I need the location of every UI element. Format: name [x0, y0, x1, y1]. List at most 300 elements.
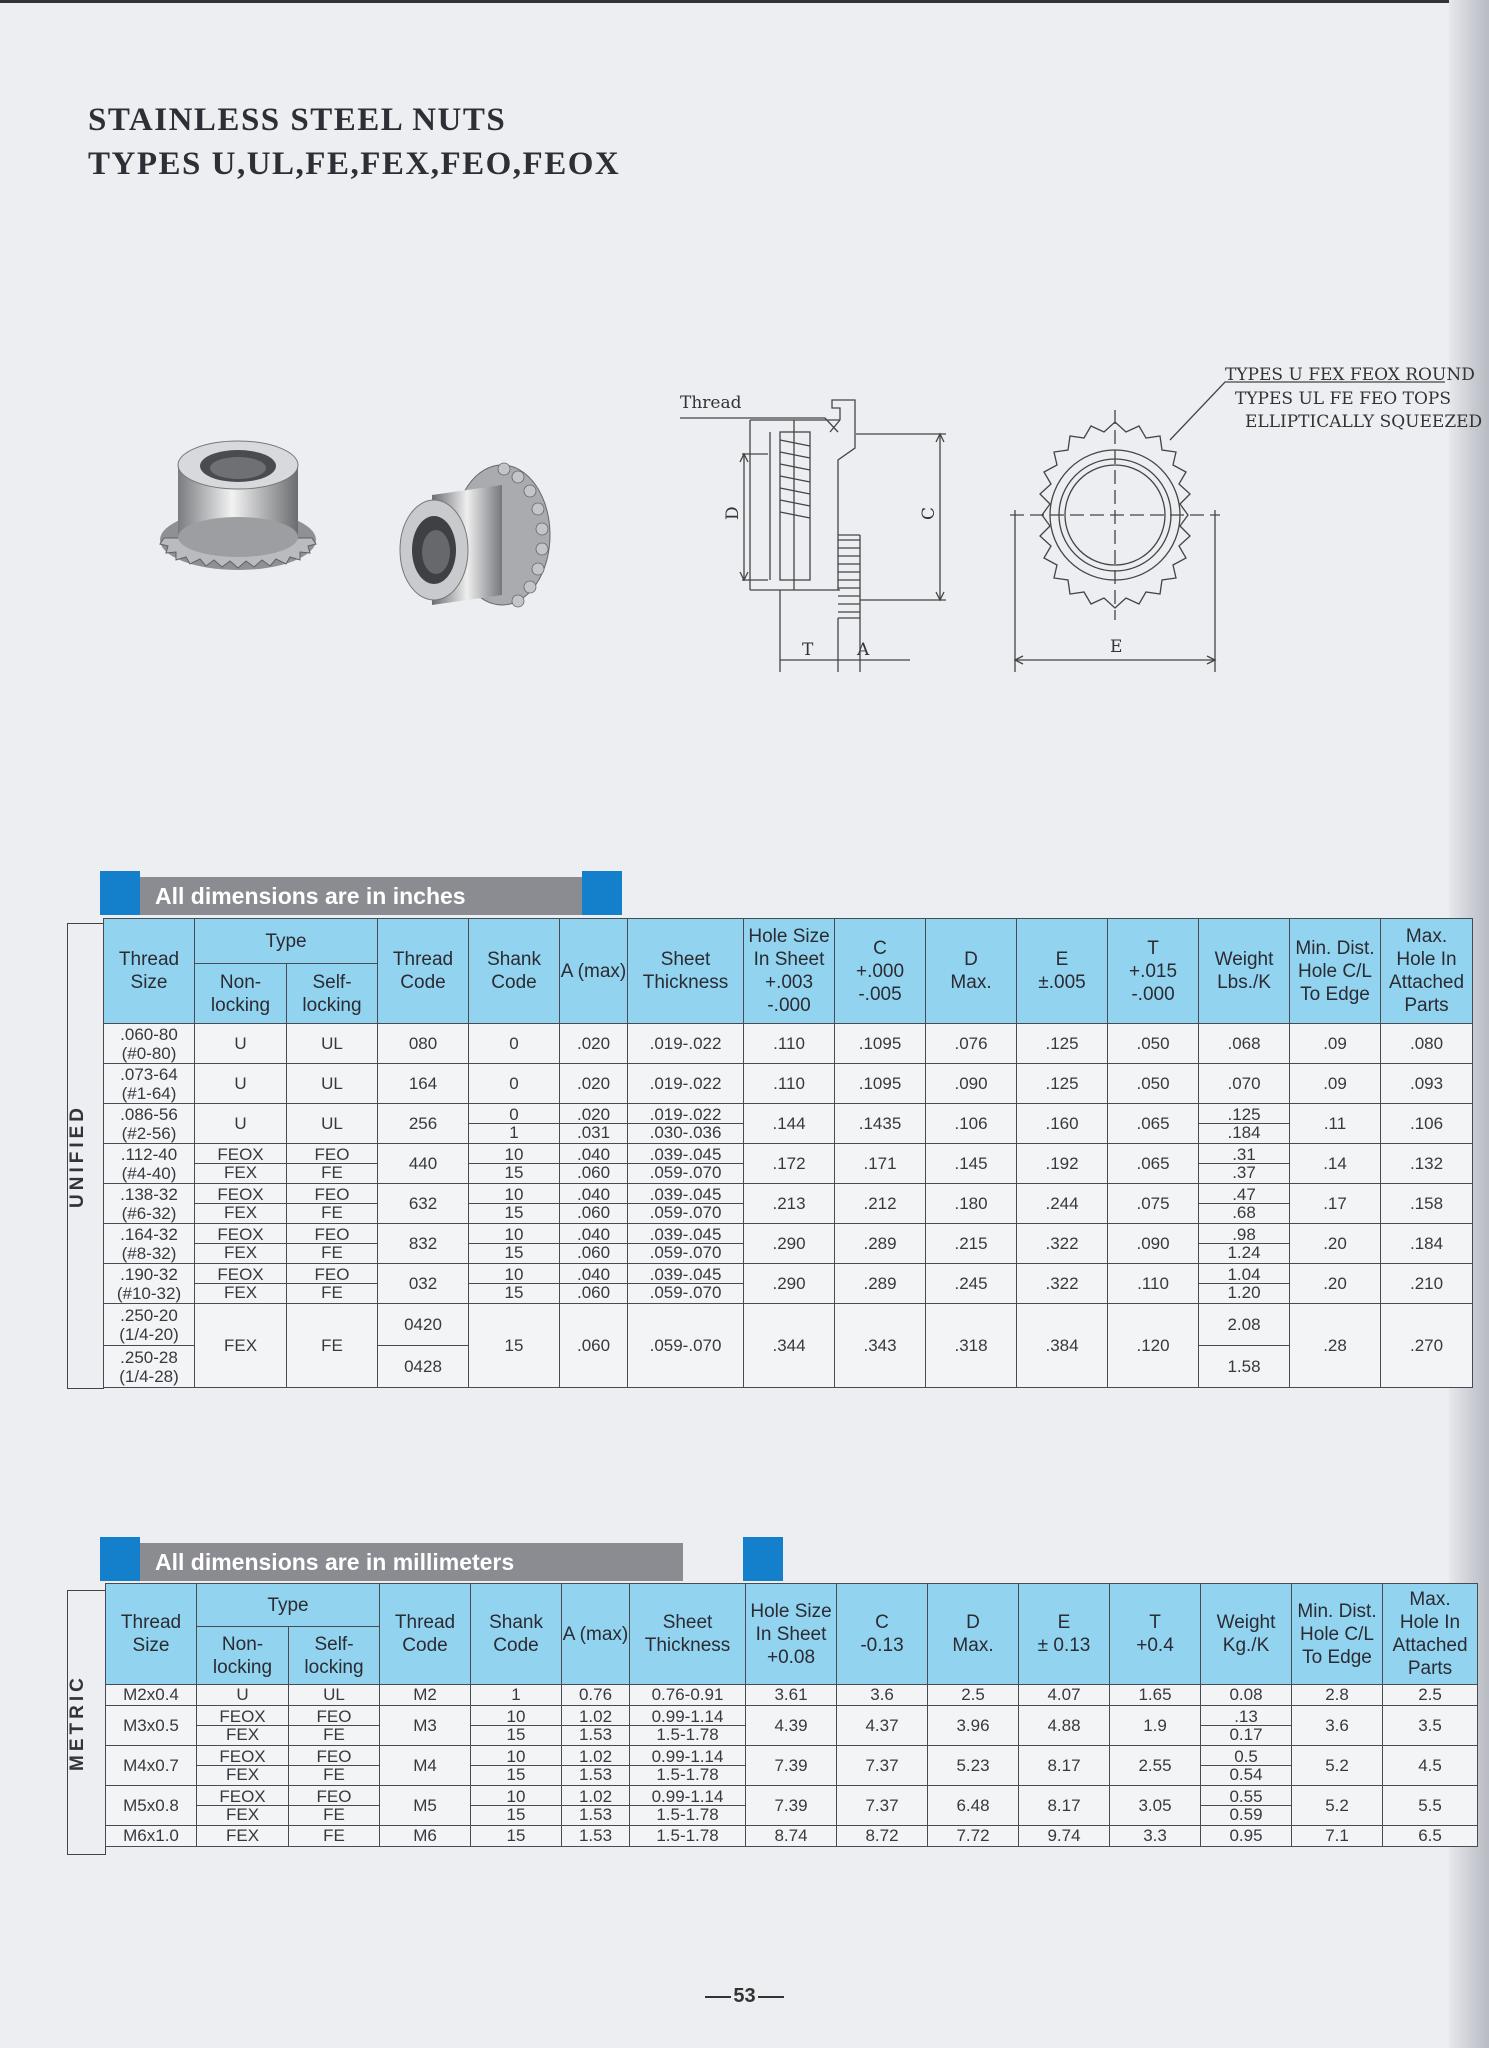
e-cell: .125 — [1017, 1024, 1108, 1064]
e-cell: .244 — [1017, 1184, 1108, 1224]
header-min-dist: Min. Dist. Hole C/L To Edge — [1292, 1584, 1383, 1685]
min-dist-cell: 2.8 — [1292, 1685, 1383, 1706]
sheet-thickness-cell-line: .059-.070 — [628, 1203, 743, 1221]
a-max-cell-line: .040 — [576, 1265, 611, 1284]
header-type: Type — [195, 919, 378, 964]
max-hole-cell: 2.5 — [1383, 1685, 1478, 1706]
hole-size-cell: .144 — [744, 1104, 835, 1144]
weight-cell: 0.95 — [1201, 1826, 1292, 1847]
a-max-cell — [562, 1746, 630, 1786]
table-row — [104, 1064, 1473, 1104]
min-dist-cell: 5.2 — [1292, 1786, 1383, 1826]
e-cell: 4.07 — [1019, 1685, 1110, 1706]
e-cell: .192 — [1017, 1144, 1108, 1184]
sheet-thickness-cell: 1.5-1.78 — [630, 1826, 746, 1847]
hole-size-cell: .290 — [744, 1264, 835, 1304]
sheet-thickness-cell-line: 1.5-1.78 — [630, 1765, 745, 1783]
thread-size-cell: M2x0.4 — [106, 1685, 197, 1706]
max-hole-cell: .106 — [1381, 1104, 1473, 1144]
header-min-dist: Min. Dist. Hole C/L To Edge — [1290, 919, 1381, 1024]
max-hole-cell: .158 — [1381, 1184, 1473, 1224]
self-locking-cell-line: FE — [287, 1203, 377, 1221]
diagram-note-line-2: TYPES UL FE FEO TOPS — [1235, 389, 1451, 409]
weight-cell-line: .125 — [1227, 1105, 1261, 1124]
weight-cell — [1201, 1706, 1292, 1746]
weight-cell-line: .184 — [1199, 1123, 1289, 1141]
e-cell: 8.17 — [1019, 1786, 1110, 1826]
inches-banner — [100, 871, 622, 915]
e-cell: .322 — [1017, 1264, 1108, 1304]
self-locking-cell-line: FEO — [314, 1225, 350, 1244]
shank-code-cell-line: 10 — [504, 1185, 524, 1204]
header-c: C +.000 -.005 — [835, 919, 926, 1024]
weight-cell-line: .68 — [1199, 1203, 1289, 1221]
header-thread-size: Thread Size — [106, 1584, 197, 1685]
weight-cell: 1.58 — [1199, 1346, 1290, 1388]
non-locking-cell: FEX — [195, 1304, 287, 1388]
a-max-cell-line: .031 — [560, 1123, 627, 1141]
d-cell: .180 — [926, 1184, 1017, 1224]
header-d: D Max. — [926, 919, 1017, 1024]
shank-code-cell — [469, 1104, 560, 1144]
sheet-thickness-cell-line: .030-.036 — [628, 1123, 743, 1141]
self-locking-cell: UL — [287, 1024, 378, 1064]
thread-size-cell: M4x0.7 — [106, 1746, 197, 1786]
weight-cell-line: 1.20 — [1199, 1283, 1289, 1301]
sheet-thickness-cell-line: 0.99-1.14 — [651, 1787, 724, 1806]
shank-code-cell-line: 10 — [504, 1145, 524, 1164]
c-cell: 8.72 — [837, 1826, 928, 1847]
non-locking-cell-line: FEOX — [217, 1185, 264, 1204]
e-cell: .384 — [1017, 1304, 1108, 1388]
shank-code-cell — [471, 1746, 562, 1786]
header-d: D Max. — [928, 1584, 1019, 1685]
sheet-thickness-cell-line: 0.99-1.14 — [651, 1747, 724, 1766]
header-hole-size: Hole Size In Sheet +0.08 — [746, 1584, 837, 1685]
max-hole-cell: .210 — [1381, 1264, 1473, 1304]
shank-code-cell — [469, 1144, 560, 1184]
weight-cell — [1199, 1264, 1290, 1304]
weight-cell-line: .31 — [1232, 1145, 1256, 1164]
table-row — [106, 1786, 1478, 1826]
min-dist-cell: 3.6 — [1292, 1706, 1383, 1746]
c-cell: 7.37 — [837, 1746, 928, 1786]
max-hole-cell: .080 — [1381, 1024, 1473, 1064]
c-cell: .289 — [835, 1264, 926, 1304]
thread-size-cell: M3x0.5 — [106, 1706, 197, 1746]
d-cell: 2.5 — [928, 1685, 1019, 1706]
a-max-cell: 0.76 — [562, 1685, 630, 1706]
thread-code-cell: 832 — [378, 1224, 469, 1264]
d-cell: 7.72 — [928, 1826, 1019, 1847]
thread-code-cell: M3 — [380, 1706, 471, 1746]
t-cell: .050 — [1108, 1024, 1199, 1064]
thread-code-cell: M4 — [380, 1746, 471, 1786]
thread-size-cell: .086-56 (#2-56) — [104, 1104, 195, 1144]
non-locking-cell — [197, 1706, 289, 1746]
a-max-cell-line: 1.02 — [578, 1747, 613, 1766]
thread-code-cell: 032 — [378, 1264, 469, 1304]
hole-size-cell: .290 — [744, 1224, 835, 1264]
self-locking-cell: UL — [289, 1685, 380, 1706]
max-hole-cell: 5.5 — [1383, 1786, 1478, 1826]
shank-code-cell — [471, 1706, 562, 1746]
a-max-cell-line: .060 — [560, 1203, 627, 1221]
table-row — [104, 1184, 1473, 1224]
dim-t-label: T — [802, 640, 814, 660]
min-dist-cell: 5.2 — [1292, 1746, 1383, 1786]
weight-cell-line: 0.5 — [1234, 1747, 1258, 1766]
non-locking-cell: U — [195, 1064, 287, 1104]
header-thread-code: Thread Code — [378, 919, 469, 1024]
a-max-cell-line: 1.53 — [562, 1765, 629, 1783]
non-locking-cell: U — [197, 1685, 289, 1706]
a-max-cell-line: .040 — [576, 1185, 611, 1204]
a-max-cell: 1.53 — [562, 1826, 630, 1847]
thread-code-cell: M5 — [380, 1786, 471, 1826]
sheet-thickness-cell-line: .059-.070 — [628, 1163, 743, 1181]
self-locking-cell — [289, 1706, 380, 1746]
shank-code-cell-line: 10 — [506, 1707, 526, 1726]
min-dist-cell: .11 — [1290, 1104, 1381, 1144]
table-row — [104, 1264, 1473, 1304]
thread-size-cell: .250-20 (1/4-20) — [104, 1304, 195, 1346]
table-row — [104, 1024, 1473, 1064]
t-cell: 3.3 — [1110, 1826, 1201, 1847]
header-e: E ±.005 — [1017, 919, 1108, 1024]
weight-cell-line: .13 — [1234, 1707, 1258, 1726]
dim-e-label: E — [1110, 637, 1123, 657]
metric-side-label: METRIC — [67, 1674, 88, 1771]
hole-size-cell: 3.61 — [746, 1685, 837, 1706]
page-title — [88, 98, 620, 186]
non-locking-cell-line: FEOX — [217, 1265, 264, 1284]
page-top-edge — [0, 0, 1489, 3]
self-locking-cell-line: FE — [287, 1243, 377, 1261]
min-dist-cell: .20 — [1290, 1224, 1381, 1264]
shank-code-cell-line: 15 — [469, 1163, 559, 1181]
weight-cell: .068 — [1199, 1024, 1290, 1064]
table-row — [106, 1746, 1478, 1786]
thread-code-cell: M6 — [380, 1826, 471, 1847]
non-locking-cell — [197, 1746, 289, 1786]
self-locking-cell — [289, 1786, 380, 1826]
sheet-thickness-cell-line: .039-.045 — [649, 1265, 722, 1284]
e-cell: 4.88 — [1019, 1706, 1110, 1746]
hole-size-cell: .110 — [744, 1064, 835, 1104]
header-e: E ± 0.13 — [1019, 1584, 1110, 1685]
d-cell: .245 — [926, 1264, 1017, 1304]
hole-size-cell: 7.39 — [746, 1786, 837, 1826]
unified-side-label: UNIFIED — [67, 1104, 88, 1208]
sheet-thickness-cell — [630, 1706, 746, 1746]
thread-size-cell: M6x1.0 — [106, 1826, 197, 1847]
e-cell: 8.17 — [1019, 1746, 1110, 1786]
sheet-thickness-cell-line: .039-.045 — [649, 1145, 722, 1164]
t-cell: 1.65 — [1110, 1685, 1201, 1706]
min-dist-cell: .17 — [1290, 1184, 1381, 1224]
min-dist-cell: .20 — [1290, 1264, 1381, 1304]
max-hole-cell: .132 — [1381, 1144, 1473, 1184]
title-line-1: STAINLESS STEEL NUTS — [88, 102, 507, 138]
dim-c-label: C — [919, 506, 939, 520]
weight-cell-line: .98 — [1232, 1225, 1256, 1244]
header-max-hole: Max. Hole In Attached Parts — [1381, 919, 1473, 1024]
self-locking-cell-line: FE — [289, 1725, 379, 1743]
table-row — [106, 1685, 1478, 1706]
header-max-hole: Max. Hole In Attached Parts — [1383, 1584, 1478, 1685]
inches-banner-text: All dimensions are in inches — [100, 877, 622, 915]
self-locking-cell — [287, 1144, 378, 1184]
weight-cell-line: 1.24 — [1199, 1243, 1289, 1261]
a-max-cell — [562, 1786, 630, 1826]
min-dist-cell: .09 — [1290, 1024, 1381, 1064]
self-locking-cell-line: FEO — [316, 1747, 352, 1766]
non-locking-cell-line: FEX — [197, 1765, 288, 1783]
a-max-cell — [560, 1264, 628, 1304]
c-cell: .212 — [835, 1184, 926, 1224]
header-non-locking: Non-locking — [197, 1627, 289, 1685]
non-locking-cell-line: FEOX — [219, 1747, 266, 1766]
banner-square-right — [582, 871, 622, 915]
e-cell: 9.74 — [1019, 1826, 1110, 1847]
self-locking-cell-line: FEO — [316, 1707, 352, 1726]
diagram-note-line-1: TYPES U FEX FEOX ROUND — [1225, 365, 1475, 385]
self-locking-cell-line: FE — [287, 1163, 377, 1181]
a-max-cell — [560, 1144, 628, 1184]
thread-label: Thread — [680, 393, 742, 413]
a-max-cell-line: 1.53 — [562, 1805, 629, 1823]
max-hole-cell: 4.5 — [1383, 1746, 1478, 1786]
max-hole-cell: .184 — [1381, 1224, 1473, 1264]
shank-code-cell-line: 10 — [506, 1787, 526, 1806]
t-cell: .065 — [1108, 1104, 1199, 1144]
thread-size-cell: .112-40 (#4-40) — [104, 1144, 195, 1184]
table-row — [106, 1826, 1478, 1847]
self-locking-cell — [287, 1224, 378, 1264]
c-cell: 3.6 — [837, 1685, 928, 1706]
non-locking-cell — [195, 1184, 287, 1224]
c-cell: .1435 — [835, 1104, 926, 1144]
shank-code-cell — [469, 1224, 560, 1264]
shank-code-cell-line: 15 — [469, 1283, 559, 1301]
t-cell: .120 — [1108, 1304, 1199, 1388]
e-cell: .322 — [1017, 1224, 1108, 1264]
weight-cell-line: 1.04 — [1227, 1265, 1261, 1284]
shank-code-cell — [469, 1264, 560, 1304]
weight-cell — [1201, 1786, 1292, 1826]
table-row — [104, 1224, 1473, 1264]
self-locking-cell-line: FE — [287, 1283, 377, 1301]
metric-table — [105, 1583, 1478, 1847]
shank-code-cell-line: 15 — [471, 1805, 561, 1823]
min-dist-cell: .14 — [1290, 1144, 1381, 1184]
diagram-note-line-3: ELLIPTICALLY SQUEEZED — [1245, 412, 1483, 432]
t-cell: 1.9 — [1110, 1706, 1201, 1746]
banner-square-left — [100, 1537, 140, 1581]
weight-cell: 0.08 — [1201, 1685, 1292, 1706]
min-dist-cell: 7.1 — [1292, 1826, 1383, 1847]
non-locking-cell-line: FEX — [195, 1283, 286, 1301]
non-locking-cell — [195, 1144, 287, 1184]
thread-code-cell: 0420 — [378, 1304, 469, 1346]
d-cell: 6.48 — [928, 1786, 1019, 1826]
d-cell: .076 — [926, 1024, 1017, 1064]
header-type: Type — [197, 1584, 380, 1627]
non-locking-cell — [197, 1786, 289, 1826]
shank-code-cell — [469, 1184, 560, 1224]
a-max-cell: .020 — [560, 1064, 628, 1104]
thread-code-cell: 164 — [378, 1064, 469, 1104]
sheet-thickness-cell-line: .059-.070 — [628, 1283, 743, 1301]
weight-cell-line: .47 — [1232, 1185, 1256, 1204]
self-locking-cell — [287, 1264, 378, 1304]
weight-cell — [1199, 1224, 1290, 1264]
weight-cell-line: .37 — [1199, 1163, 1289, 1181]
hole-size-cell: 7.39 — [746, 1746, 837, 1786]
non-locking-cell-line: FEX — [195, 1243, 286, 1261]
e-cell: .125 — [1017, 1064, 1108, 1104]
max-hole-cell: .270 — [1381, 1304, 1473, 1388]
non-locking-cell-line: FEX — [197, 1805, 288, 1823]
a-max-cell-line: 1.53 — [562, 1725, 629, 1743]
non-locking-cell-line: FEOX — [217, 1225, 264, 1244]
shank-code-cell: 15 — [469, 1304, 560, 1388]
self-locking-cell: UL — [287, 1064, 378, 1104]
sheet-thickness-cell-line: .059-.070 — [628, 1243, 743, 1261]
self-locking-cell: UL — [287, 1104, 378, 1144]
non-locking-cell — [195, 1264, 287, 1304]
shank-code-cell: 0 — [469, 1064, 560, 1104]
header-c: C -0.13 — [837, 1584, 928, 1685]
dim-a-label: A — [857, 640, 870, 660]
a-max-cell-line: .040 — [576, 1225, 611, 1244]
self-locking-cell-line: FE — [289, 1765, 379, 1783]
table-row — [106, 1706, 1478, 1746]
min-dist-cell: .28 — [1290, 1304, 1381, 1388]
c-cell: 4.37 — [837, 1706, 928, 1746]
thread-size-cell: M5x0.8 — [106, 1786, 197, 1826]
a-max-cell-line: .040 — [576, 1145, 611, 1164]
shank-code-cell-line: 1 — [469, 1123, 559, 1141]
shank-code-cell-line: 10 — [504, 1265, 524, 1284]
header-shank-code: Shank Code — [469, 919, 560, 1024]
self-locking-cell: FE — [289, 1826, 380, 1847]
dim-d-label: D — [723, 506, 743, 520]
metric-banner-text: All dimensions are in millimeters — [100, 1543, 683, 1581]
a-max-cell — [562, 1706, 630, 1746]
max-hole-cell: 6.5 — [1383, 1826, 1478, 1847]
thread-size-cell: .060-80 (#0-80) — [104, 1024, 195, 1064]
e-cell: .160 — [1017, 1104, 1108, 1144]
t-cell: 3.05 — [1110, 1786, 1201, 1826]
sheet-thickness-cell — [630, 1746, 746, 1786]
sheet-thickness-cell: .019-.022 — [628, 1064, 744, 1104]
sheet-thickness-cell: .019-.022 — [628, 1024, 744, 1064]
weight-cell-line: 0.59 — [1201, 1805, 1291, 1823]
a-max-cell-line: 1.02 — [578, 1707, 613, 1726]
weight-cell — [1199, 1184, 1290, 1224]
weight-cell: 2.08 — [1199, 1304, 1290, 1346]
sheet-thickness-cell — [628, 1224, 744, 1264]
shank-code-cell: 0 — [469, 1024, 560, 1064]
thread-code-cell: M2 — [380, 1685, 471, 1706]
shank-code-cell: 15 — [471, 1826, 562, 1847]
header-non-locking: Non-locking — [195, 964, 287, 1024]
hole-size-cell: .172 — [744, 1144, 835, 1184]
sheet-thickness-cell — [628, 1144, 744, 1184]
d-cell: .215 — [926, 1224, 1017, 1264]
a-max-cell-line: .060 — [560, 1283, 627, 1301]
non-locking-cell: U — [195, 1024, 287, 1064]
thread-code-cell: 080 — [378, 1024, 469, 1064]
shank-code-cell: 1 — [471, 1685, 562, 1706]
weight-cell — [1199, 1104, 1290, 1144]
header-sheet-thickness: Sheet Thickness — [628, 919, 744, 1024]
c-cell: .171 — [835, 1144, 926, 1184]
self-locking-cell — [289, 1746, 380, 1786]
inches-table — [103, 918, 1473, 1388]
hole-size-cell: .344 — [744, 1304, 835, 1388]
weight-cell: .070 — [1199, 1064, 1290, 1104]
sheet-thickness-cell-line: .039-.045 — [649, 1185, 722, 1204]
nut-photo-2 — [392, 455, 567, 630]
header-hole-size: Hole Size In Sheet +.003 -.000 — [744, 919, 835, 1024]
d-cell: .145 — [926, 1144, 1017, 1184]
nut-photo-1 — [150, 420, 325, 595]
c-cell: .343 — [835, 1304, 926, 1388]
a-max-cell — [560, 1104, 628, 1144]
hole-size-cell: .110 — [744, 1024, 835, 1064]
header-shank-code: Shank Code — [471, 1584, 562, 1685]
thread-code-cell: 0428 — [378, 1346, 469, 1388]
t-cell: .090 — [1108, 1224, 1199, 1264]
c-cell: .1095 — [835, 1024, 926, 1064]
header-thread-size: Thread Size — [104, 919, 195, 1024]
thread-size-cell: .164-32 (#8-32) — [104, 1224, 195, 1264]
sheet-thickness-cell: 0.76-0.91 — [630, 1685, 746, 1706]
non-locking-cell: FEX — [197, 1826, 289, 1847]
header-weight: Weight Lbs./K — [1199, 919, 1290, 1024]
non-locking-cell-line: FEX — [195, 1203, 286, 1221]
weight-cell-line: 0.55 — [1229, 1787, 1263, 1806]
d-cell: 3.96 — [928, 1706, 1019, 1746]
a-max-cell-line: .060 — [560, 1243, 627, 1261]
d-cell: .106 — [926, 1104, 1017, 1144]
self-locking-cell — [287, 1184, 378, 1224]
sheet-thickness-cell: .059-.070 — [628, 1304, 744, 1388]
header-t: T +.015 -.000 — [1108, 919, 1199, 1024]
d-cell: .318 — [926, 1304, 1017, 1388]
hole-size-cell: .213 — [744, 1184, 835, 1224]
shank-code-cell-line: 10 — [504, 1225, 524, 1244]
sheet-thickness-cell — [628, 1264, 744, 1304]
shank-code-cell-line: 15 — [471, 1765, 561, 1783]
header-self-locking: Self-locking — [289, 1627, 380, 1685]
weight-cell — [1199, 1144, 1290, 1184]
t-cell: .075 — [1108, 1184, 1199, 1224]
weight-cell-line: 0.54 — [1201, 1765, 1291, 1783]
sheet-thickness-cell-line: 1.5-1.78 — [630, 1725, 745, 1743]
a-max-cell-line: 1.02 — [578, 1787, 613, 1806]
sheet-thickness-cell-line: 0.99-1.14 — [651, 1707, 724, 1726]
page-number: 53 — [0, 1985, 1489, 2008]
hole-size-cell: 8.74 — [746, 1826, 837, 1847]
non-locking-cell-line: FEOX — [217, 1145, 264, 1164]
header-a-max: A (max) — [560, 919, 628, 1024]
a-max-cell: .020 — [560, 1024, 628, 1064]
d-cell: .090 — [926, 1064, 1017, 1104]
